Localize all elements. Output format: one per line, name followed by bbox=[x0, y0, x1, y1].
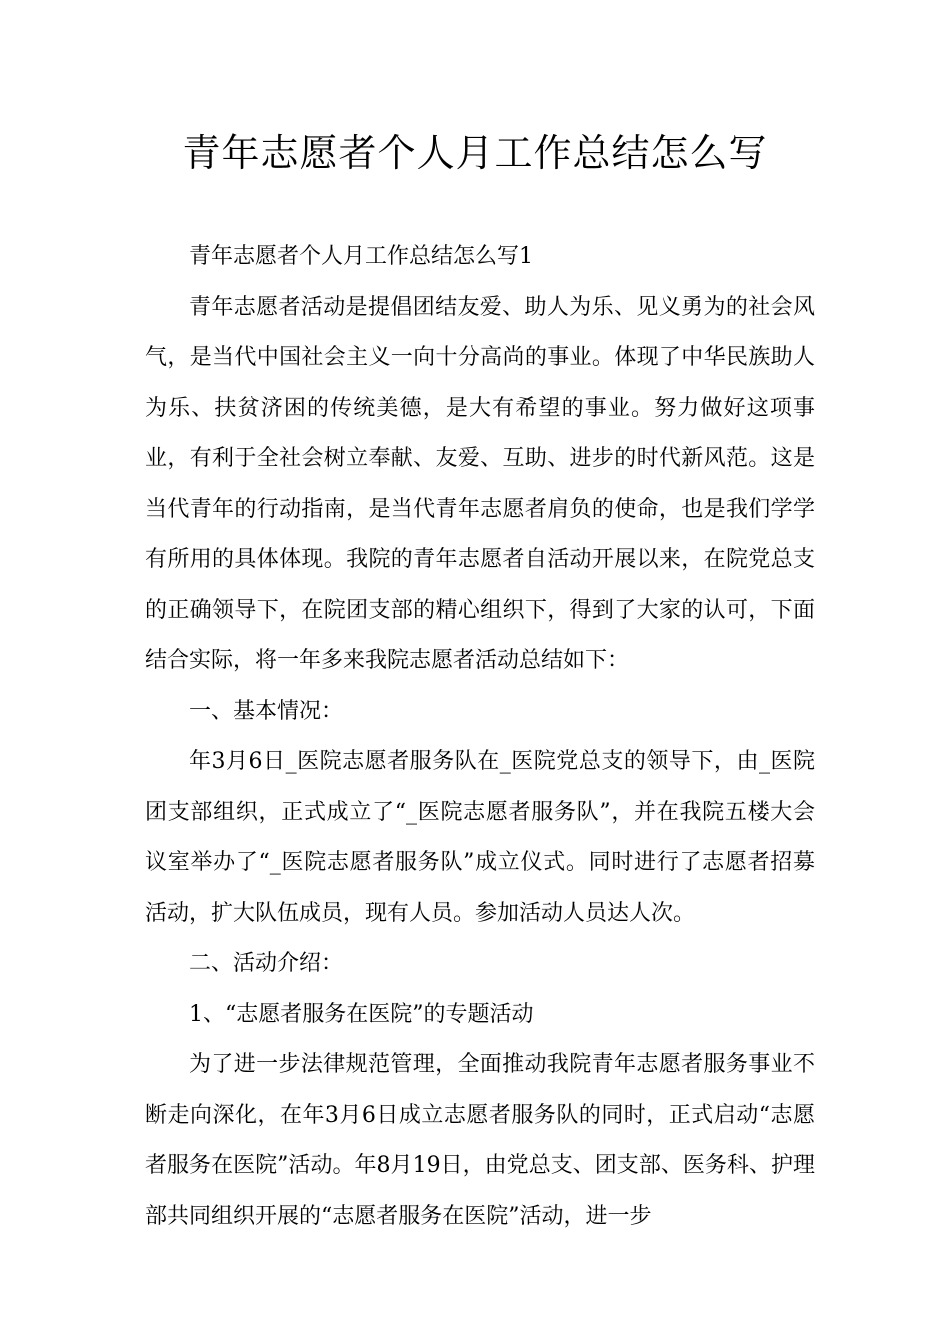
document-body bbox=[145, 232, 815, 1242]
body-paragraph: 为了进一步法律规范管理，全面推动我院青年志愿者服务事业不断走向深化，在年3月6日成立志愿者服务队的同时，正式启动“志愿者服务在医院”活动。年8月19日，由党总支、团支部、医务科、护理部共同组织开展的“志愿者服务在医院”活动，进一步 bbox=[145, 1052, 815, 1229]
body-paragraph: 青年志愿者活动是提倡团结友爱、助人为乐、见义勇为的社会风气，是当代中国社会主义一向十分高尚的事业。体现了中华民族助人为乐、扶贫济困的传统美德，是大有希望的事业。努力做好这项事业，有利于全社会树立奉献、友爱、互助、进步的时代新风范。这是当代青年的行动指南，是当代青年志愿者肩负的使命，也是我们学学有所用的具体体现。我院的青年志愿者自活动开展以来，在院党总支的正确领导下，在院团支部的精心组织下，得到了大家的认可，下面结合实际，将一年多来我院志愿者活动总结如下： bbox=[145, 294, 815, 673]
section-heading: 二、活动介绍： bbox=[189, 951, 344, 976]
section-heading: 一、基本情况： bbox=[189, 698, 344, 724]
section-heading: 青年志愿者个人月工作总结怎么写1 bbox=[189, 244, 533, 269]
document-title: 青年志愿者个人月工作总结怎么写 bbox=[182, 131, 768, 175]
body-paragraph: 年3月6日_医院志愿者服务队在_医院党总支的领导下，由_医院团支部组织，正式成立了“_医院志愿者服务队”，并在我院五楼大会议室举办了“_医院志愿者服务队”成立仪式。同时进行了志愿者招募活动，扩大队伍成员，现有人员。参加活动人员达人次。 bbox=[145, 749, 815, 926]
subsection-heading: 1、“志愿者服务在医院”的专题活动 bbox=[189, 1001, 534, 1027]
